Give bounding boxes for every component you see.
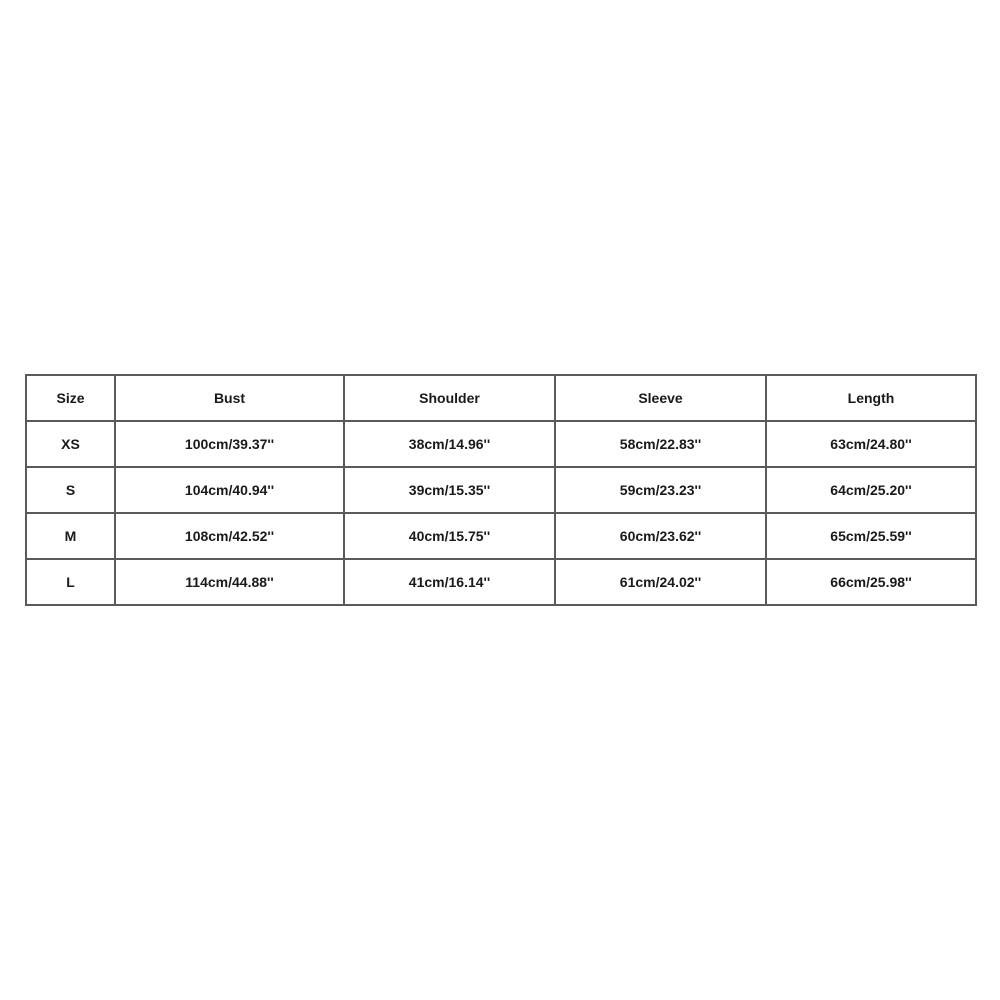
cell-size: XS bbox=[26, 421, 115, 467]
cell-shoulder: 38cm/14.96'' bbox=[344, 421, 555, 467]
header-bust: Bust bbox=[115, 375, 344, 421]
cell-length: 64cm/25.20'' bbox=[766, 467, 976, 513]
cell-length: 65cm/25.59'' bbox=[766, 513, 976, 559]
header-size: Size bbox=[26, 375, 115, 421]
size-chart-table bbox=[25, 374, 977, 606]
cell-bust: 100cm/39.37'' bbox=[115, 421, 344, 467]
cell-length: 63cm/24.80'' bbox=[766, 421, 976, 467]
cell-sleeve: 61cm/24.02'' bbox=[555, 559, 766, 605]
cell-size: L bbox=[26, 559, 115, 605]
header-length: Length bbox=[766, 375, 976, 421]
cell-sleeve: 58cm/22.83'' bbox=[555, 421, 766, 467]
table-row bbox=[26, 559, 976, 605]
cell-bust: 108cm/42.52'' bbox=[115, 513, 344, 559]
cell-shoulder: 39cm/15.35'' bbox=[344, 467, 555, 513]
cell-shoulder: 40cm/15.75'' bbox=[344, 513, 555, 559]
cell-size: S bbox=[26, 467, 115, 513]
table-row bbox=[26, 513, 976, 559]
cell-bust: 114cm/44.88'' bbox=[115, 559, 344, 605]
cell-sleeve: 59cm/23.23'' bbox=[555, 467, 766, 513]
table-row bbox=[26, 421, 976, 467]
header-shoulder: Shoulder bbox=[344, 375, 555, 421]
cell-length: 66cm/25.98'' bbox=[766, 559, 976, 605]
header-sleeve: Sleeve bbox=[555, 375, 766, 421]
cell-bust: 104cm/40.94'' bbox=[115, 467, 344, 513]
table-row bbox=[26, 467, 976, 513]
cell-sleeve: 60cm/23.62'' bbox=[555, 513, 766, 559]
cell-size: M bbox=[26, 513, 115, 559]
cell-shoulder: 41cm/16.14'' bbox=[344, 559, 555, 605]
table-header-row bbox=[26, 375, 976, 421]
